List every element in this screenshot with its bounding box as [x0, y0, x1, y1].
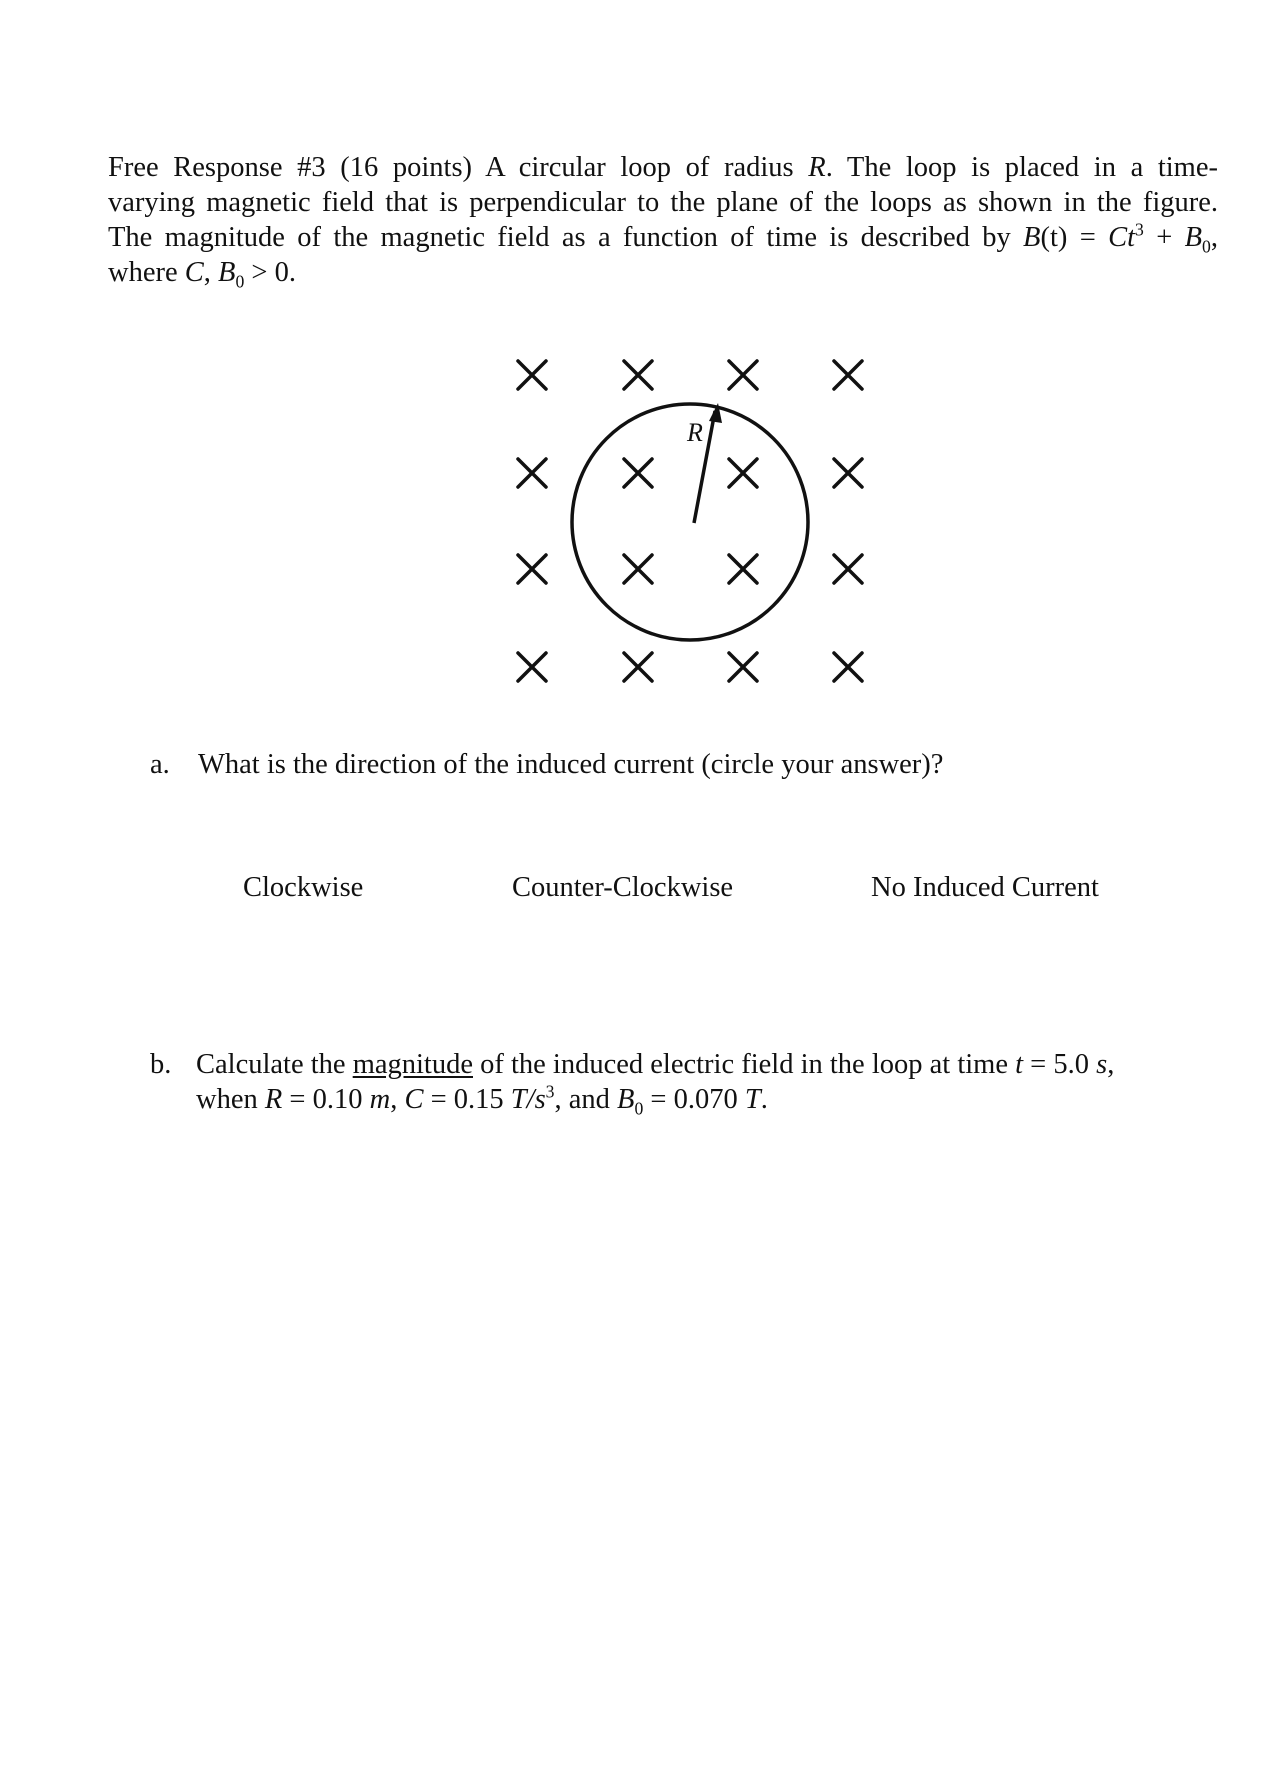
field-cross-icon — [834, 361, 862, 389]
field-cross-icon — [624, 361, 652, 389]
field-into-page-markers — [518, 361, 862, 681]
field-cross-icon — [624, 459, 652, 487]
field-cross-icon — [729, 653, 757, 681]
field-cross-icon — [518, 361, 546, 389]
choice-counter-clockwise[interactable]: Counter-Clockwise — [512, 872, 734, 903]
field-cross-icon — [624, 653, 652, 681]
field-cross-icon — [624, 555, 652, 583]
field-cross-icon — [729, 361, 757, 389]
part-b-line-2: when R = 0.10 m, C = 0.15 $T/s^3$, and $B_0 = 0.070$ T. — [196, 1081, 768, 1119]
field-cross-icon — [834, 555, 862, 583]
field-cross-icon — [518, 555, 546, 583]
intro-line-4: where C, $B_0 > 0$. — [108, 257, 296, 292]
magnetic-field-figure — [500, 345, 900, 690]
radius-label: R — [687, 418, 703, 447]
part-b-marker: b. — [150, 1049, 172, 1080]
intro-line-2: varying magnetic field that is perpendicular to the plane of the loops as shown in the figure. — [108, 187, 1218, 218]
choice-clockwise[interactable]: Clockwise — [243, 872, 364, 903]
field-cross-icon — [834, 459, 862, 487]
intro-line-1: Free Response #3 (16 points) A circular loop of radius R. The loop is placed in a time- — [108, 152, 1218, 183]
problem-statement — [108, 150, 1218, 290]
intro-line-3: The magnitude of the magnetic field as a function of time is described by $B(t) = Ct^3 + B_0$, — [108, 219, 1218, 257]
part-b-line-1: Calculate the magnitude of the induced electric field in the loop at time t = 5.0 s, — [196, 1049, 1115, 1080]
field-cross-icon — [729, 555, 757, 583]
part-a — [150, 747, 1210, 787]
part-a-question: What is the direction of the induced current (circle your answer)? — [198, 749, 944, 780]
field-cross-icon — [518, 459, 546, 487]
choice-no-induced-current[interactable]: No Induced Current — [871, 872, 1099, 903]
magnitude-emphasis: magnitude — [352, 1049, 473, 1080]
field-diagram — [500, 345, 900, 690]
field-cross-icon — [834, 653, 862, 681]
part-a-marker: a. — [150, 749, 170, 780]
field-cross-icon — [518, 653, 546, 681]
part-b — [150, 1047, 1210, 1127]
field-cross-icon — [729, 459, 757, 487]
